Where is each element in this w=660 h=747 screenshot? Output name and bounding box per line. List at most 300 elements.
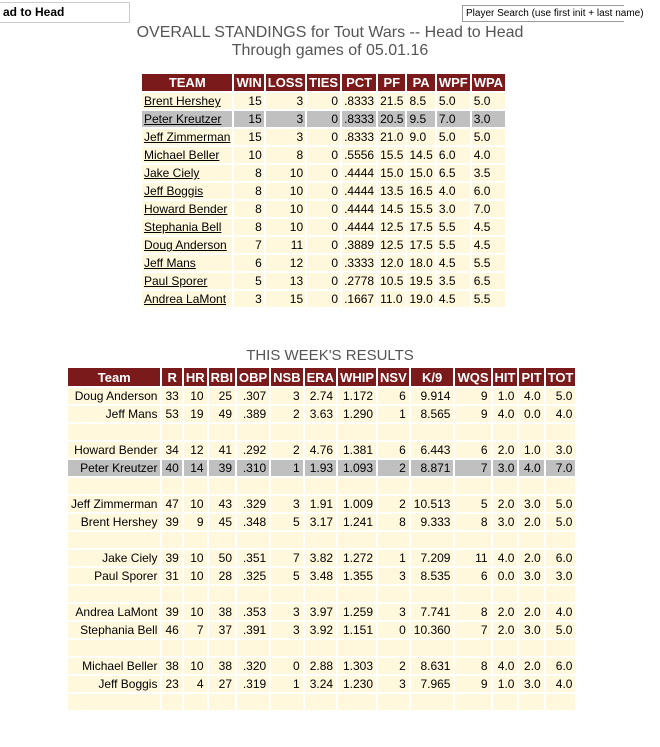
standings-cell-loss: 3 bbox=[266, 93, 305, 109]
team-name-cell bbox=[142, 111, 232, 127]
weekly-cell-tot: 4.0 bbox=[546, 676, 576, 692]
weekly-cell-tot: 6.0 bbox=[546, 658, 576, 674]
weekly-row bbox=[68, 604, 575, 620]
weekly-cell-era: 4.76 bbox=[305, 442, 336, 458]
weekly-cell-hit: 2.0 bbox=[493, 622, 518, 638]
standings-cell-pf: 12.5 bbox=[380, 220, 404, 234]
weekly-cell-nsv: 2 bbox=[378, 658, 409, 674]
standings-cell-wpf: 6.5 bbox=[437, 165, 470, 181]
weekly-cell-hit: 3.0 bbox=[493, 514, 518, 530]
spacer-cell bbox=[546, 424, 576, 440]
weekly-cell-tot: 5.0 bbox=[546, 622, 576, 638]
weekly-cell-nsv: 6 bbox=[378, 442, 409, 458]
spacer-cell bbox=[519, 586, 543, 602]
weekly-cell-obp: .353 bbox=[237, 604, 269, 620]
weekly-cell-hit: 3.0 bbox=[493, 460, 518, 476]
standings-row bbox=[142, 183, 505, 199]
spacer-cell bbox=[411, 586, 454, 602]
team-link[interactable]: Jeff Zimmerman bbox=[144, 130, 231, 144]
weekly-cell-hr: 7 bbox=[184, 622, 207, 638]
weekly-cell-hit: 1.0 bbox=[493, 388, 518, 404]
standings-cell-pct: .4444 bbox=[344, 202, 375, 216]
weekly-cell-hr: 4 bbox=[184, 676, 207, 692]
standings-cell-ties: 0 bbox=[307, 165, 340, 181]
weekly-team-cell: Howard Bender bbox=[68, 442, 160, 458]
team-link[interactable]: Brent Hershey bbox=[144, 94, 221, 108]
spacer-cell bbox=[271, 478, 302, 494]
standings-cell-pf: 15.0 bbox=[380, 166, 404, 180]
weekly-cell-nsb: 3 bbox=[271, 496, 302, 512]
weekly-col-hr: HR bbox=[185, 369, 205, 385]
standings-cell-win: 8 bbox=[234, 165, 263, 181]
standings-cell-win: 15 bbox=[234, 111, 263, 127]
spacer-cell bbox=[68, 694, 160, 710]
team-name-cell bbox=[142, 291, 232, 307]
weekly-cell-hr: 19 bbox=[184, 406, 207, 422]
spacer-cell bbox=[209, 586, 235, 602]
standings-cell-win: 5 bbox=[234, 273, 263, 289]
team-name-cell bbox=[142, 201, 232, 217]
spacer-cell bbox=[209, 640, 235, 656]
weekly-team-cell: Jeff Boggis bbox=[68, 676, 160, 692]
weekly-team-cell: Doug Anderson bbox=[68, 388, 160, 404]
team-name-cell bbox=[142, 147, 232, 163]
standings-row bbox=[142, 273, 505, 289]
matchup-spacer-row bbox=[68, 640, 575, 656]
weekly-cell-obp: .348 bbox=[237, 514, 269, 530]
standings-cell-win: 8 bbox=[234, 183, 263, 199]
standings-row bbox=[142, 237, 505, 253]
spacer-cell bbox=[237, 424, 269, 440]
standings-row bbox=[142, 93, 505, 109]
spacer-cell bbox=[519, 532, 543, 548]
weekly-cell-rbi: 49 bbox=[209, 406, 235, 422]
weekly-cell-era: 3.48 bbox=[305, 568, 336, 584]
weekly-cell-hit: 4.0 bbox=[493, 658, 518, 674]
team-link[interactable]: Peter Kreutzer bbox=[144, 112, 222, 126]
standings-cell-wpf: 7.0 bbox=[437, 111, 470, 127]
weekly-cell-k9: 8.565 bbox=[411, 406, 454, 422]
spacer-cell bbox=[493, 694, 518, 710]
standings-cell-ties: 0 bbox=[307, 273, 340, 289]
team-name-cell bbox=[142, 165, 232, 181]
weekly-cell-hit: 4.0 bbox=[493, 406, 518, 422]
weekly-cell-nsb: 1 bbox=[271, 676, 302, 692]
spacer-cell bbox=[411, 424, 454, 440]
standings-cell-pct: .5556 bbox=[344, 148, 375, 162]
weekly-cell-rbi: 28 bbox=[209, 568, 235, 584]
weekly-cell-nsv: 8 bbox=[378, 514, 409, 530]
weekly-cell-rbi: 25 bbox=[209, 388, 235, 404]
spacer-cell bbox=[411, 694, 454, 710]
standings-row bbox=[142, 111, 505, 127]
standings-cell-loss: 12 bbox=[266, 255, 305, 271]
weekly-col-r: R bbox=[162, 368, 181, 386]
weekly-cell-hr: 10 bbox=[184, 550, 207, 566]
standings-cell-loss: 10 bbox=[266, 201, 305, 217]
spacer-cell bbox=[455, 694, 490, 710]
weekly-cell-pit: 2.0 bbox=[519, 658, 543, 674]
weekly-cell-wqs: 8 bbox=[455, 604, 490, 620]
standings-cell-loss: 15 bbox=[266, 291, 305, 307]
spacer-cell bbox=[338, 478, 376, 494]
weekly-cell-obp: .319 bbox=[237, 676, 269, 692]
weekly-cell-era: 1.91 bbox=[305, 496, 336, 512]
standings-cell-loss: 10 bbox=[266, 219, 305, 235]
standings-cell-wpf: 3.0 bbox=[437, 201, 470, 217]
spacer-cell bbox=[411, 532, 454, 548]
team-link[interactable]: Jeff Boggis bbox=[144, 184, 204, 198]
weekly-cell-wqs: 6 bbox=[455, 442, 490, 458]
standings-row bbox=[142, 201, 505, 217]
standings-cell-wpa: 4.5 bbox=[472, 219, 505, 235]
spacer-cell bbox=[184, 694, 207, 710]
standings-cell-pct: .4444 bbox=[344, 166, 375, 180]
team-link[interactable]: Jake Ciely bbox=[144, 166, 200, 180]
weekly-cell-wqs: 5 bbox=[455, 496, 490, 512]
weekly-team-cell: Michael Beller bbox=[68, 658, 160, 674]
spacer-cell bbox=[411, 478, 454, 494]
spacer-cell bbox=[493, 586, 518, 602]
standings-row bbox=[142, 291, 505, 307]
weekly-cell-r: 34 bbox=[162, 442, 181, 458]
weekly-header-row bbox=[68, 368, 575, 386]
standings-cell-ties: 0 bbox=[307, 291, 340, 307]
weekly-row bbox=[68, 658, 575, 674]
standings-cell-win: 7 bbox=[234, 237, 263, 253]
standings-cell-wpf: 4.0 bbox=[437, 183, 470, 199]
weekly-cell-r: 46 bbox=[162, 622, 181, 638]
team-link[interactable]: Michael Beller bbox=[144, 148, 220, 162]
standings-cell-loss: 10 bbox=[266, 165, 305, 181]
standings-cell-pa: 17.5 bbox=[409, 238, 433, 252]
standings-cell-pf: 12.0 bbox=[380, 256, 404, 270]
weekly-cell-hit: 0.0 bbox=[493, 568, 518, 584]
weekly-col-nsb: NSB bbox=[273, 369, 301, 385]
weekly-cell-nsb: 0 bbox=[271, 658, 302, 674]
weekly-cell-tot: 4.0 bbox=[546, 604, 576, 620]
spacer-cell bbox=[519, 424, 543, 440]
team-link[interactable]: Stephania Bell bbox=[144, 220, 222, 234]
weekly-cell-wqs: 9 bbox=[455, 676, 490, 692]
weekly-cell-era: 3.82 bbox=[305, 550, 336, 566]
standings-cell-wpf: 5.0 bbox=[437, 129, 470, 145]
weekly-row bbox=[68, 388, 575, 404]
standings-cell-pct: .1667 bbox=[344, 292, 375, 306]
weekly-cell-tot: 3.0 bbox=[546, 568, 576, 584]
weekly-cell-whip: 1.093 bbox=[338, 460, 376, 476]
weekly-cell-hr: 10 bbox=[184, 658, 207, 674]
standings-cell-pa: 14.5 bbox=[409, 148, 433, 162]
standings-cell-wpa: 3.5 bbox=[472, 165, 505, 181]
spacer-cell bbox=[184, 586, 207, 602]
weekly-cell-r: 39 bbox=[162, 604, 181, 620]
weekly-cell-pit: 3.0 bbox=[519, 676, 543, 692]
standings-cell-win: 6 bbox=[234, 255, 263, 271]
weekly-cell-era: 2.74 bbox=[305, 388, 336, 404]
spacer-cell bbox=[184, 640, 207, 656]
weekly-cell-k9: 7.209 bbox=[411, 550, 454, 566]
weekly-cell-nsb: 2 bbox=[271, 442, 302, 458]
spacer-cell bbox=[455, 586, 490, 602]
standings-cell-pa: 9.0 bbox=[407, 129, 434, 145]
spacer-cell bbox=[305, 694, 336, 710]
standings-cell-ties: 0 bbox=[307, 93, 340, 109]
page-tab-head-to-head[interactable]: ad to Head bbox=[0, 2, 130, 23]
team-link[interactable]: Howard Bender bbox=[144, 202, 228, 216]
spacer-cell bbox=[271, 640, 302, 656]
weekly-cell-pit: 3.0 bbox=[519, 568, 543, 584]
weekly-cell-obp: .320 bbox=[237, 658, 269, 674]
weekly-row bbox=[68, 514, 575, 530]
spacer-cell bbox=[271, 586, 302, 602]
weekly-cell-pit: 0.0 bbox=[519, 406, 543, 422]
standings-cell-pa: 9.5 bbox=[407, 111, 434, 127]
weekly-cell-r: 39 bbox=[162, 550, 181, 566]
standings-cell-pa: 15.5 bbox=[409, 202, 433, 216]
matchup-spacer-row bbox=[68, 586, 575, 602]
standings-cell-ties: 0 bbox=[307, 255, 340, 271]
standings-cell-wpf: 4.5 bbox=[437, 255, 470, 271]
standings-cell-ties: 0 bbox=[307, 183, 340, 199]
weekly-cell-nsv: 2 bbox=[378, 496, 409, 512]
spacer-cell bbox=[338, 694, 376, 710]
weekly-col-nsv: NSV bbox=[380, 369, 407, 385]
standings-col-pa: PA bbox=[407, 74, 434, 91]
standings-cell-win: 10 bbox=[234, 147, 263, 163]
weekly-team-cell: Andrea LaMont bbox=[68, 604, 160, 620]
weekly-cell-rbi: 41 bbox=[209, 442, 235, 458]
weekly-cell-hr: 10 bbox=[184, 388, 207, 404]
weekly-cell-wqs: 11 bbox=[455, 550, 490, 566]
standings-cell-wpa: 6.5 bbox=[472, 273, 505, 289]
matchup-spacer-row bbox=[68, 424, 575, 440]
standings-row bbox=[142, 165, 505, 181]
weekly-cell-nsv: 1 bbox=[378, 406, 409, 422]
spacer-cell bbox=[519, 640, 543, 656]
weekly-cell-nsb: 7 bbox=[271, 550, 302, 566]
weekly-cell-obp: .391 bbox=[237, 622, 269, 638]
weekly-cell-wqs: 6 bbox=[455, 568, 490, 584]
team-name-cell bbox=[142, 273, 232, 289]
spacer-cell bbox=[338, 640, 376, 656]
weekly-cell-era: 2.88 bbox=[305, 658, 336, 674]
team-name-cell bbox=[142, 255, 232, 271]
weekly-cell-nsb: 3 bbox=[271, 622, 302, 638]
spacer-cell bbox=[305, 478, 336, 494]
standings-header-row bbox=[142, 74, 505, 91]
matchup-spacer-row bbox=[68, 478, 575, 494]
weekly-cell-nsb: 3 bbox=[271, 388, 302, 404]
weekly-cell-obp: .325 bbox=[237, 568, 269, 584]
spacer-cell bbox=[209, 424, 235, 440]
weekly-cell-k9: 9.333 bbox=[411, 514, 454, 530]
weekly-col-tot: TOT bbox=[547, 369, 574, 385]
spacer-cell bbox=[271, 424, 302, 440]
spacer-cell bbox=[162, 424, 181, 440]
standings-cell-win: 8 bbox=[234, 201, 263, 217]
spacer-cell bbox=[493, 640, 518, 656]
weekly-col-whip: WHIP bbox=[340, 369, 375, 385]
standings-cell-pct: .8333 bbox=[344, 130, 375, 144]
weekly-cell-wqs: 8 bbox=[455, 658, 490, 674]
standings-col-team: TEAM bbox=[142, 74, 232, 91]
standings-cell-win: 8 bbox=[234, 219, 263, 235]
weekly-cell-nsv: 2 bbox=[378, 460, 409, 476]
weekly-cell-whip: 1.009 bbox=[338, 496, 376, 512]
spacer-cell bbox=[411, 640, 454, 656]
standings-cell-pf: 10.5 bbox=[380, 274, 404, 288]
spacer-cell bbox=[546, 478, 576, 494]
spacer-cell bbox=[546, 586, 576, 602]
weekly-cell-whip: 1.355 bbox=[338, 568, 376, 584]
standings-row bbox=[142, 147, 505, 163]
standings-cell-wpa: 4.5 bbox=[472, 237, 505, 253]
team-name-cell bbox=[142, 237, 232, 253]
weekly-row bbox=[68, 568, 575, 584]
weekly-cell-k9: 10.360 bbox=[411, 622, 454, 638]
weekly-cell-nsb: 1 bbox=[271, 460, 302, 476]
spacer-cell bbox=[184, 478, 207, 494]
weekly-cell-rbi: 50 bbox=[209, 550, 235, 566]
spacer-cell bbox=[455, 424, 490, 440]
standings-col-pct: PCT bbox=[342, 74, 376, 91]
standings-cell-win: 15 bbox=[234, 93, 263, 109]
standings-col-ties: TIES bbox=[309, 75, 339, 90]
weekly-cell-k9: 6.443 bbox=[411, 442, 454, 458]
spacer-cell bbox=[455, 532, 490, 548]
standings-cell-pf: 20.5 bbox=[380, 112, 404, 126]
spacer-cell bbox=[184, 532, 207, 548]
spacer-cell bbox=[68, 586, 160, 602]
weekly-cell-hr: 9 bbox=[184, 514, 207, 530]
spacer-cell bbox=[455, 478, 490, 494]
weekly-team-cell: Jeff Mans bbox=[68, 406, 160, 422]
weekly-col-hit: HIT bbox=[494, 369, 516, 385]
spacer-cell bbox=[68, 424, 160, 440]
standings-cell-ties: 0 bbox=[307, 219, 340, 235]
standings-cell-pct: .3889 bbox=[344, 238, 375, 252]
weekly-cell-r: 53 bbox=[162, 406, 181, 422]
weekly-cell-r: 23 bbox=[162, 676, 181, 692]
standings-cell-loss: 11 bbox=[266, 237, 305, 253]
weekly-cell-nsv: 3 bbox=[378, 568, 409, 584]
standings-cell-pa: 18.0 bbox=[409, 256, 433, 270]
matchup-spacer-row bbox=[68, 532, 575, 548]
weekly-cell-tot: 7.0 bbox=[546, 460, 576, 476]
standings-cell-pf: 12.5 bbox=[380, 238, 404, 252]
weekly-cell-wqs: 9 bbox=[455, 406, 490, 422]
weekly-cell-r: 38 bbox=[162, 658, 181, 674]
standings-cell-wpa: 5.5 bbox=[472, 255, 505, 271]
standings-cell-wpf: 5.5 bbox=[437, 237, 470, 253]
team-link[interactable]: Jeff Mans bbox=[144, 256, 196, 270]
weekly-cell-whip: 1.290 bbox=[338, 406, 376, 422]
weekly-cell-whip: 1.303 bbox=[338, 658, 376, 674]
weekly-cell-rbi: 38 bbox=[209, 658, 235, 674]
weekly-cell-nsb: 5 bbox=[271, 568, 302, 584]
standings-cell-loss: 8 bbox=[266, 147, 305, 163]
spacer-cell bbox=[237, 478, 269, 494]
weekly-cell-hit: 4.0 bbox=[493, 550, 518, 566]
standings-col-pf: PF bbox=[378, 74, 405, 91]
standings-row bbox=[142, 255, 505, 271]
standings-cell-wpf: 5.0 bbox=[437, 93, 470, 109]
weekly-cell-tot: 4.0 bbox=[546, 406, 576, 422]
weekly-cell-pit: 3.0 bbox=[519, 622, 543, 638]
weekly-cell-nsb: 3 bbox=[271, 604, 302, 620]
standings-cell-wpf: 5.5 bbox=[437, 219, 470, 235]
weekly-cell-nsv: 3 bbox=[378, 604, 409, 620]
weekly-cell-era: 3.24 bbox=[305, 676, 336, 692]
team-name-cell bbox=[142, 93, 232, 109]
weekly-col-era: ERA bbox=[306, 369, 335, 385]
weekly-cell-whip: 1.230 bbox=[338, 676, 376, 692]
standings-cell-pct: .4444 bbox=[344, 220, 375, 234]
team-link[interactable]: Paul Sporer bbox=[144, 274, 208, 288]
player-search-input[interactable]: Player Search (use first init + last name) bbox=[462, 5, 624, 22]
standings-cell-pct: .2778 bbox=[344, 274, 375, 288]
top-bar bbox=[0, 0, 644, 26]
weekly-cell-tot: 5.0 bbox=[546, 496, 576, 512]
team-link[interactable]: Andrea LaMont bbox=[144, 292, 227, 306]
spacer-cell bbox=[378, 532, 409, 548]
standings-cell-wpa: 5.0 bbox=[472, 129, 505, 145]
standings-cell-wpa: 5.0 bbox=[472, 93, 505, 109]
spacer-cell bbox=[378, 478, 409, 494]
standings-cell-loss: 3 bbox=[266, 111, 305, 127]
weekly-team-cell: Brent Hershey bbox=[68, 514, 160, 530]
page-subtitle: Through games of 05.01.16 bbox=[231, 42, 429, 59]
spacer-cell bbox=[237, 694, 269, 710]
weekly-cell-whip: 1.151 bbox=[338, 622, 376, 638]
team-name-cell bbox=[142, 219, 232, 235]
team-link[interactable]: Doug Anderson bbox=[144, 238, 227, 252]
weekly-cell-nsv: 0 bbox=[378, 622, 409, 638]
spacer-cell bbox=[493, 532, 518, 548]
weekly-cell-r: 47 bbox=[162, 496, 181, 512]
team-name-cell bbox=[142, 183, 232, 199]
standings-row bbox=[142, 129, 505, 145]
spacer-cell bbox=[455, 640, 490, 656]
spacer-cell bbox=[271, 532, 302, 548]
weekly-cell-r: 39 bbox=[162, 514, 181, 530]
weekly-cell-rbi: 45 bbox=[209, 514, 235, 530]
weekly-cell-hit: 2.0 bbox=[493, 604, 518, 620]
spacer-cell bbox=[162, 532, 181, 548]
spacer-cell bbox=[271, 694, 302, 710]
standings-cell-pct: .3333 bbox=[344, 256, 375, 270]
weekly-cell-r: 33 bbox=[162, 388, 181, 404]
standings-cell-pf: 21.0 bbox=[380, 130, 404, 144]
weekly-row bbox=[68, 676, 575, 692]
standings-col-wpa: WPA bbox=[473, 75, 504, 90]
weekly-results-table bbox=[66, 366, 577, 712]
standings-cell-wpa: 6.0 bbox=[472, 183, 505, 199]
matchup-spacer-row bbox=[68, 694, 575, 710]
weekly-cell-whip: 1.172 bbox=[338, 388, 376, 404]
standings-cell-pa: 16.5 bbox=[409, 184, 433, 198]
weekly-cell-wqs: 9 bbox=[455, 388, 490, 404]
weekly-results-title: THIS WEEK'S RESULTS bbox=[246, 347, 414, 364]
weekly-cell-whip: 1.241 bbox=[338, 514, 376, 530]
spacer-cell bbox=[237, 586, 269, 602]
spacer-cell bbox=[493, 478, 518, 494]
spacer-cell bbox=[162, 694, 181, 710]
weekly-cell-obp: .307 bbox=[237, 388, 269, 404]
weekly-cell-era: 3.63 bbox=[305, 406, 336, 422]
weekly-cell-rbi: 37 bbox=[209, 622, 235, 638]
